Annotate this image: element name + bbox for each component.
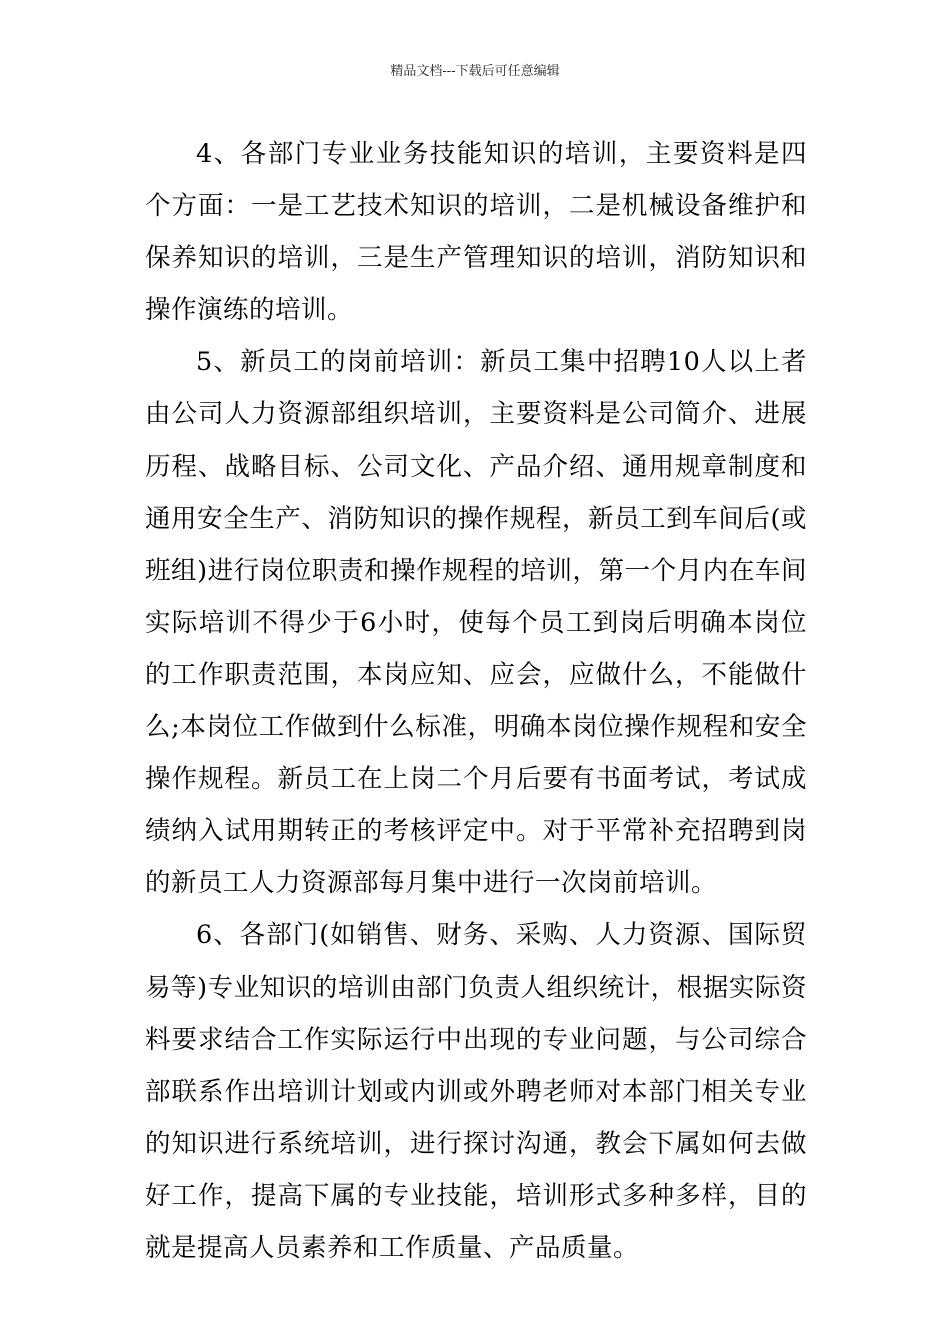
paragraph-6-department-knowledge-training: 6、各部门(如销售、财务、采购、人力资源、国际贸易等)专业知识的培训由部门负责人组织统计，根据实际资料要求结合工作实际运行中出现的专业问题，与公司综合部联系作出培训计划或内训或外聘老师对本部门相关专业的知识进行系统培训，进行探讨沟通，教会下属如何去做好工作，提高下属的专业技能，培训形式多种多样，目的就是提高人员素养和工作质量、产品质量。 bbox=[145, 920, 807, 1263]
paragraph-5-new-employee-training: 5、新员工的岗前培训：新员工集中招聘10人以上者由公司人力资源部组织培训，主要资料是公司简介、进展历程、战略目标、公司文化、产品介绍、通用规章制度和通用安全生产、消防知识的操作规程，新员工到车间后(或班组)进行岗位职责和操作规程的培训，第一个月内在车间实际培训不得少于6小时，使每个员工到岗后明确本岗位的工作职责范围，本岗应知、应会，应做什么，不能做什么;本岗位工作做到什么标准，明确本岗位操作规程和安全操作规程。新员工在上岗二个月后要有书面考试，考试成绩纳入试用期转正的考核评定中。对于平常补充招聘到岗的新员工人力资源部每月集中进行一次岗前培训。 bbox=[145, 347, 807, 899]
document-body bbox=[145, 128, 807, 1274]
paragraph-4-department-skills-training: 4、各部门专业业务技能知识的培训，主要资料是四个方面：一是工艺技术知识的培训，二是机械设备维护和保养知识的培训，三是生产管理知识的培训，消防知识和操作演练的培训。 bbox=[145, 139, 807, 326]
page-header: 精品文档---下载后可任意编辑 bbox=[390, 64, 560, 79]
